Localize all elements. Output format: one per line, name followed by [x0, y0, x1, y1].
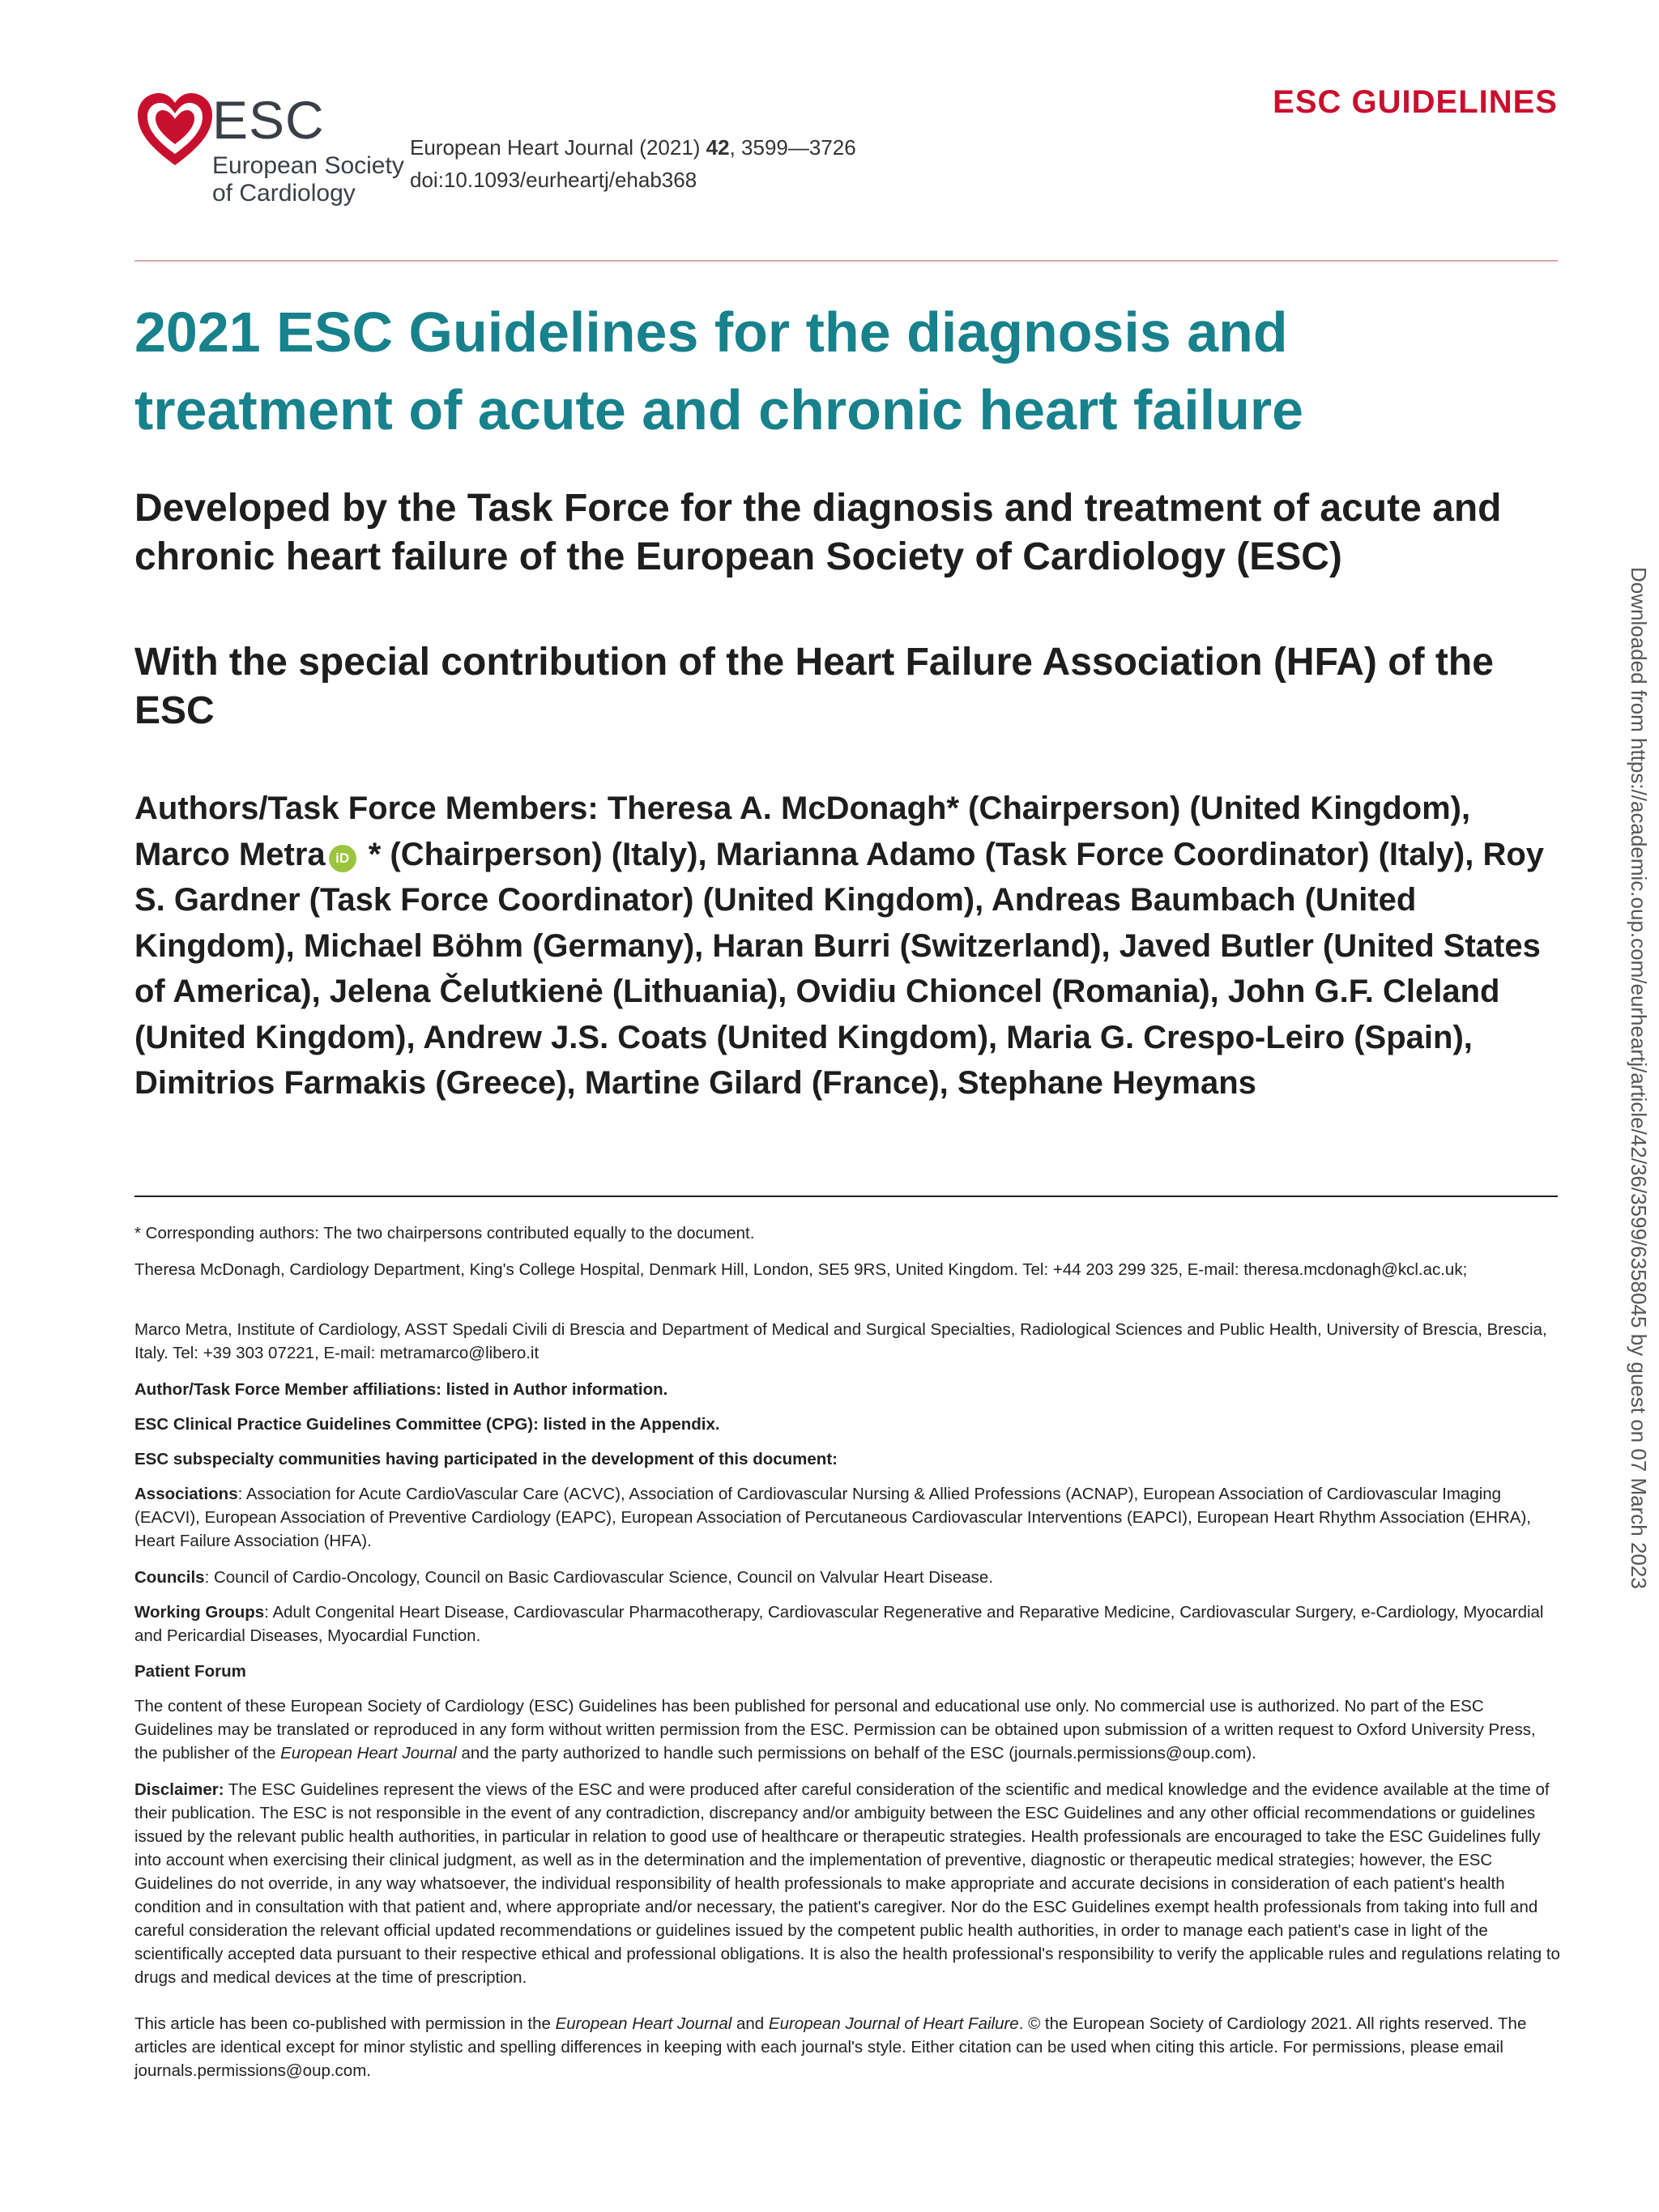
footnote-copyright — [134, 1694, 1562, 1765]
journal-citation — [410, 131, 856, 164]
footnote-mcdonagh: Theresa McDonagh, Cardiology Department, King's College Hospital, Denmark Hill, London, SE5 9RS, United Kingdom. Tel: +44 203 299 325, E-mail: theresa.mcdonagh@kcl.ac.uk; — [134, 1260, 1468, 1279]
copub-text-1: This article has been co-published with permission in the — [134, 2014, 556, 2033]
authors-part-2: * (Chairperson) (Italy), Marianna Adamo (Task Force Coordinator) (Italy), Roy S. Gardner (Task Force Coordinator) (United Kingdom), Andreas Baumbach (United Kingdom), Michael Böhm (Germany), Haran Burri (Switzerland), Javed Butler (United States of America), Jelena Čelutkienė (Lithuania), Ovidiu Chioncel (Romania), John G.F. Cleland (United Kingdom), Andrew J.S. Coats (United Kingdom), Maria G. Crespo-Leiro (Spain), Dimitrios Farmakis (Greece), Martine Gilard (France), Stephane Heymans — [134, 836, 1545, 1101]
footnote-corresponding: * Corresponding authors: The two chairpersons contributed equally to the document. — [134, 1224, 755, 1242]
copyright-journal: European Heart Journal — [280, 1744, 457, 1762]
copub-journal-1: European Heart Journal — [555, 2014, 732, 2033]
download-watermark — [1628, 567, 1653, 1701]
society-line-2: of Cardiology — [212, 180, 356, 207]
orcid-icon[interactable]: iD — [329, 845, 356, 872]
footnote-metra: Marco Metra, Institute of Cardiology, ASST Spedali Civili di Brescia and Department of Medical and Surgical Specialties, Radiological Sciences and Public Health, University of Brescia, Brescia, Italy. Tel: +39 303 07221, E-mail: metramarco@libero.it — [134, 1320, 1547, 1362]
footnote-patient-forum — [134, 1660, 1562, 1683]
copub-and: and — [731, 2014, 769, 2033]
page-title: 2021 ESC Guidelines for the diagnosis and treatment of acute and chronic heart failure — [134, 300, 1304, 441]
footnote-associations — [134, 1482, 1562, 1553]
cpg-text: ESC Clinical Practice Guidelines Committee (CPG): listed in the Appendix. — [134, 1415, 720, 1434]
subtitle-hfa: With the special contribution of the Heart Failure Association (HFA) of the ESC — [134, 641, 1494, 732]
footnote-affiliations — [134, 1378, 1562, 1401]
subspecialty-text: ESC subspecialty communities having participated in the development of this document: — [134, 1450, 838, 1468]
society-line-1: European Society — [212, 152, 404, 179]
journal-volume: 42 — [706, 135, 730, 160]
footnote-working-groups — [134, 1600, 1562, 1647]
footnote-cpg — [134, 1413, 1562, 1436]
esc-society-name — [212, 152, 404, 207]
copyright-text-2: and the party authorized to handle such permissions on behalf of the ESC (journals.permissions@oup.com). — [456, 1744, 1256, 1762]
esc-logo-wordmark: ESC — [212, 90, 325, 150]
associations-label: Associations — [134, 1485, 238, 1503]
download-watermark-text: Downloaded from https://academic.oup.com/eurheartj/article/42/36/3599/6358045 by guest on 07 March 2023 — [1627, 567, 1651, 1589]
disclaimer-label: Disclaimer: — [134, 1780, 224, 1799]
footnote-disclaimer — [134, 1778, 1562, 1989]
councils-text: : Council of Cardio-Oncology, Council on Basic Cardiovascular Science, Council on Valvular Heart Disease. — [204, 1568, 994, 1587]
working-groups-label: Working Groups — [134, 1603, 265, 1622]
affiliations-text: Author/Task Force Member affiliations: listed in Author information. — [134, 1380, 668, 1399]
patient-forum-label: Patient Forum — [134, 1662, 246, 1681]
section-label: ESC GUIDELINES — [1273, 84, 1558, 120]
subtitle-task-force: Developed by the Task Force for the diagnosis and treatment of acute and chronic heart failure of the European Society of Cardiology (ESC) — [134, 487, 1502, 578]
associations-text: : Association for Acute CardioVascular Care (ACVC), Association of Cardiovascular Nursing & Allied Professions (ACNAP), European Association of Cardiovascular Imaging (EACVI), European Association of Preventive Cardiology (EAPC), European Association of Percutaneous Cardiovascular Interventions (EAPCI), European Heart Rhythm Association (EHRA), Heart Failure Association (HFA). — [134, 1485, 1531, 1550]
footnote-copublished — [134, 2012, 1562, 2082]
footnote-divider — [134, 1196, 1558, 1197]
copub-text-2: . © the European Society of Cardiology 2021. All rights reserved. The articles are identical except for minor stylistic and spelling differences in keeping with each journal's style. Either citation can be used when citing this article. For permissions, please email journals.permissions@oup.com. — [134, 2014, 1527, 2080]
disclaimer-text: The ESC Guidelines represent the views of the ESC and were produced after careful consideration of the scientific and medical knowledge and the evidence available at the time of their publication. The ESC is not responsible in the event of any contradiction, discrepancy and/or ambiguity between the ESC Guidelines and any other official recommendations or guidelines issued by the relevant public health authorities, in particular in relation to good use of healthcare or therapeutic strategies. Health professionals are encouraged to take the ESC Guidelines fully into account when exercising their clinical judgment, as well as in the determination and the implementation of preventive, diagnostic or therapeutic medical strategies; however, the ESC Guidelines do not override, in any way whatsoever, the individual responsibility of health professionals to make appropriate and accurate decisions in consideration of each patient's health condition and in consultation with that patient and, where appropriate and/or necessary, the patient's caregiver. Nor do the ESC Guidelines exempt health professionals from taking into full and careful consideration the relevant official updated recommendations or guidelines issued by the competent public health authorities, in order to manage each patient's case in light of the scientifically accepted data pursuant to their respective ethical and professional obligations. It is also the health professional's responsibility to verify the applicable rules and regulations relating to drugs and medical devices at the time of prescription. — [134, 1780, 1560, 1987]
header-divider — [134, 260, 1558, 262]
journal-name: European Heart Journal (2021) — [410, 135, 706, 160]
footnote-subspecialty — [134, 1447, 1562, 1471]
journal-reference — [410, 131, 856, 196]
copyright-text-1: The content of these European Society of Cardiology (ESC) Guidelines has been published for personal and educational use only. No commercial use is authorized. No part of the ESC Guidelines may be translated or reproduced in any form without written permission from the ESC. Permission can be obtained upon submission of a written request to Oxford University Press, the publisher of the — [134, 1697, 1536, 1762]
copub-journal-2: European Journal of Heart Failure — [768, 2014, 1019, 2033]
esc-heart-logo-icon — [134, 91, 215, 168]
footnote-councils — [134, 1566, 1562, 1589]
councils-label: Councils — [134, 1568, 205, 1587]
working-groups-text: : Adult Congenital Heart Disease, Cardiovascular Pharmacotherapy, Cardiovascular Regenerative and Reparative Medicine, Cardiovascular Surgery, e-Cardiology, Myocardial and Pericardial Diseases, Myocardial Function. — [134, 1603, 1544, 1645]
journal-pages: , 3599—3726 — [729, 135, 856, 160]
authors-part-1: Authors/Task Force Members: Theresa A. McDonagh* (Chairperson) (United Kingdom), Marco Metra — [134, 791, 1471, 872]
author-list — [134, 786, 1568, 1106]
doi: doi:10.1093/eurheartj/ehab368 — [410, 168, 697, 192]
